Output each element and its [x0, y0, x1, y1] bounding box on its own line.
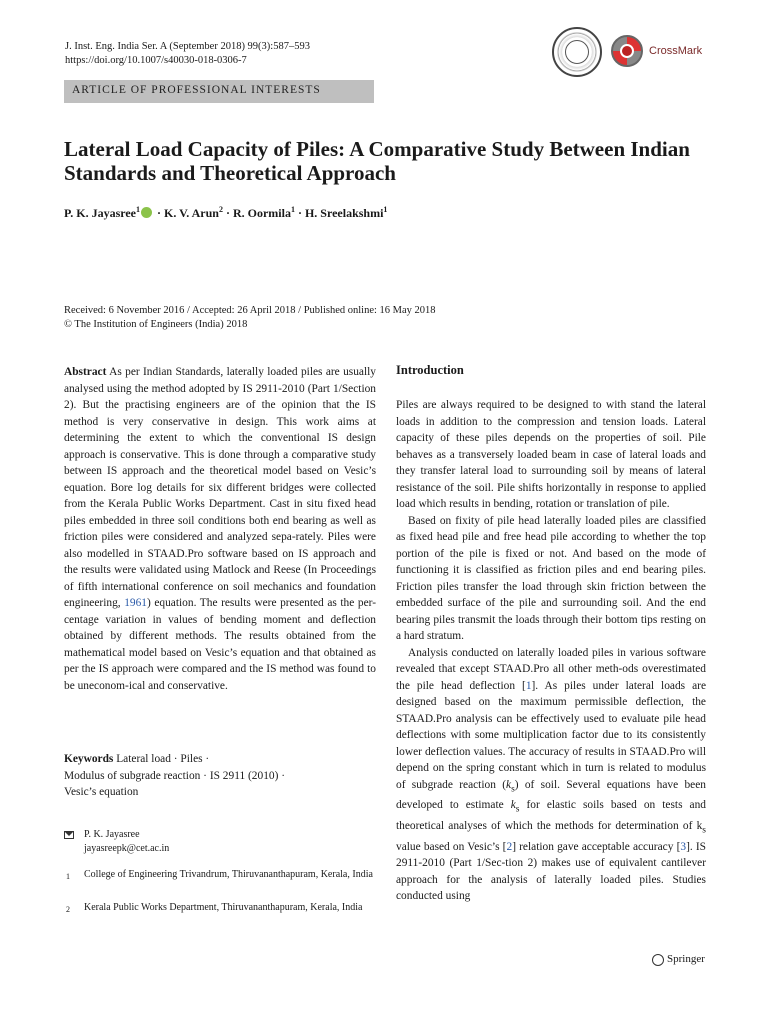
reference-link[interactable]: 1: [525, 679, 532, 692]
author-name[interactable]: H. Sreelakshmi: [304, 206, 384, 220]
article-title: Lateral Load Capacity of Piles: A Comparative Study Between Indian Standards and Theoretical Approach: [64, 137, 690, 185]
citation-link[interactable]: 1961: [124, 597, 147, 609]
crossmark-icon[interactable]: [611, 35, 643, 67]
keywords-heading: Keywords: [64, 753, 114, 765]
footnote-number: 2: [66, 905, 70, 914]
affiliation-1: College of Engineering Trivandrum, Thiruvananthapuram, Kerala, India: [84, 869, 373, 880]
paragraph-text: ] relation gave acceptable accuracy [: [512, 840, 681, 853]
institution-seal-icon: [552, 27, 602, 77]
author-name[interactable]: R. Oormila: [232, 206, 291, 220]
abstract-heading: Abstract: [64, 366, 107, 378]
symbol: k: [506, 778, 512, 791]
journal-citation: J. Inst. Eng. India Ser. A (September 2018) 99(3):587–593: [65, 41, 310, 52]
paragraph-text: ) of soil. Several equations have been developed to estimate: [396, 778, 706, 812]
abstract: [64, 364, 376, 694]
orcid-icon[interactable]: [141, 207, 152, 218]
paragraph-text: ]. IS 2911-2010 (Part 1/Sec-tion 2) makes use of equivalent cantilever approach for the analysis of laterally loaded piles. Studies conducted using: [396, 840, 706, 903]
author-name[interactable]: K. V. Arun: [164, 206, 219, 220]
envelope-icon: [64, 831, 74, 839]
paragraph-text: for elastic soils based on tests and theoretical analyses of which the methods for determination of k: [396, 799, 706, 833]
author-separator: ·: [294, 206, 305, 220]
affiliation-marker: 1: [136, 205, 140, 214]
affiliation-marker: 1: [383, 205, 388, 214]
symbol-subscript: s: [515, 804, 520, 815]
affiliation-marker: 2: [218, 205, 223, 214]
doi-link[interactable]: https://doi.org/10.1007/s40030-018-0306-7: [65, 55, 247, 66]
paragraph: Based on fixity of pile head laterally loaded piles are classified as fixed head pile and free head pile according to whether the top portion of the pile is fixed or not. And based on the mode of functioning it is classified as friction piles and end bearing piles. Friction piles transfer the load through skin friction between the embedded surface of the pile and surrounding soil. And the end bearing piles transmit the loads through their bottom tips resting on a hard stratum.: [396, 514, 706, 642]
abstract-text: ) equation. The results were presented as the per-centage variation in values of bending moment and deflection obtained by different methods. The results obtained from the mathematical model based on Vesic’s equation and that obtained as per the IS approach were compared and the IS method was found to be uneconom-ical and conservative.: [64, 597, 376, 692]
reference-link[interactable]: 3: [680, 840, 687, 853]
copyright-notice: © The Institution of Engineers (India) 2018: [64, 319, 248, 330]
section-heading: Introduction: [396, 363, 464, 377]
paragraph: Piles are always required to be designed to with stand the lateral loads in addition to the compression and tension loads. Lateral capacity of these piles depends on the properties of soil. Pile behaves as a transversely loaded beam in case of lateral loads and they transfer lateral load to surrounding soil by means of lateral resistance of the soil. Pile shifts horizontally in response to applied load which results in bending, rotation or translation of pile.: [396, 399, 706, 510]
keywords-text: Vesic’s equation: [64, 786, 139, 798]
keywords-text: Modulus of subgrade reaction · IS 2911 (2010) ·: [64, 769, 286, 782]
keywords: [64, 751, 376, 801]
author-list: [64, 205, 387, 221]
crossmark-label[interactable]: CrossMark: [649, 45, 703, 57]
author-name[interactable]: P. K. Jayasree: [64, 206, 136, 220]
author-separator: ·: [154, 206, 165, 220]
author-email[interactable]: jayasreepk@cet.ac.in: [84, 843, 170, 854]
corresponding-author: P. K. Jayasree: [84, 829, 140, 840]
springer-logo-icon: [652, 954, 664, 966]
symbol: k: [510, 799, 516, 812]
affiliation-marker: 1: [290, 205, 295, 214]
paragraph: [396, 645, 706, 905]
symbol-subscript: s: [511, 783, 515, 794]
abstract-text: As per Indian Standards, laterally loaded piles are usually analysed using the method adopted by IS 2911-2010 (Part 1/Section 2). But the practising engineers are of the opinion that the IS method is very conservative in design. This work aims at determining the extent to which the conventional IS design approach is conservative. This is done through a comparative study between IS approach and the theoretical model based on Vesic’s equation. Bore log details for six different bridges were collected from the Kerala Public Works Department. Cast in situ fixed head piles embedded in three soil conditions both end bearing as well as friction piles were considered and analyzed sepa-rately. Piles were also modelled in STAAD.Pro software based on IS approach and the results were validated using Matlock and Reese (In Proceedings of fifth international conference on soil mechanics and foundation engineering,: [64, 366, 376, 609]
publication-dates: Received: 6 November 2016 / Accepted: 26 April 2018 / Published online: 16 May 2018: [64, 305, 436, 316]
symbol-subscript: s: [702, 825, 706, 836]
keywords-text: Lateral load · Piles ·: [113, 753, 210, 765]
affiliation-2: Kerala Public Works Department, Thiruvananthapuram, Kerala, India: [84, 902, 363, 913]
introduction-body: [396, 397, 706, 905]
reference-link[interactable]: 2: [506, 840, 513, 853]
footnote-number: 1: [66, 872, 70, 881]
paragraph-text: Analysis conducted on laterally loaded piles in various software revealed that except STAAD.Pro all other meth-ods overestimated the pile head deflection [: [396, 646, 706, 692]
paragraph-text: value based on Vesic’s [: [396, 840, 507, 853]
paragraph-text: ]. As piles under lateral loads are designed based on the maximum permissible deflection, the STAAD.Pro analysis can be effectively used to evaluate pile head deflections with some multiplication factor due to its consistently lower deflection values. The accuracy of results in STAAD.Pro will depend on the spring constant which in turn is related to modulus of subgrade reaction (: [396, 679, 706, 791]
article-category: ARTICLE OF PROFESSIONAL INTERESTS: [72, 84, 321, 96]
publisher-name: Springer: [667, 953, 705, 965]
author-separator: ·: [222, 206, 233, 220]
